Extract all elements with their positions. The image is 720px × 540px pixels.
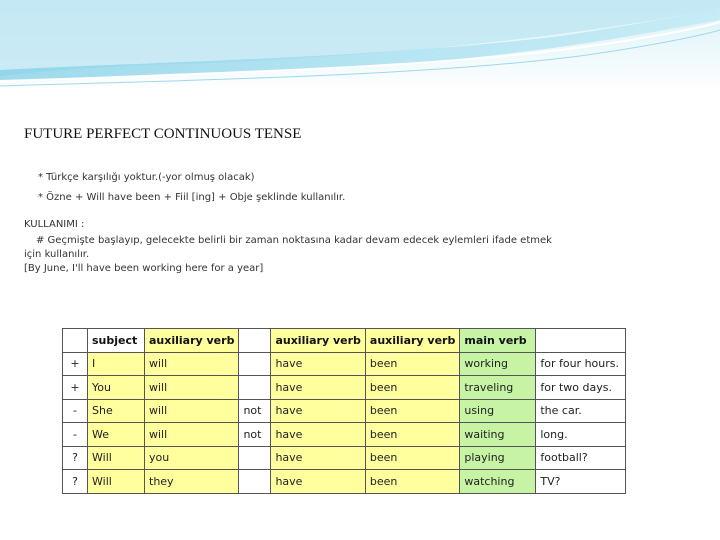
aux1-cell: will (145, 352, 239, 376)
aux3-cell: been (365, 376, 459, 400)
grammar-table (62, 328, 626, 494)
aux2-cell: have (271, 399, 365, 423)
usage-description-cont: için kullanılır. (24, 249, 90, 260)
neg-cell (239, 446, 271, 470)
aux1-cell: will (145, 376, 239, 400)
aux1-cell: will (145, 423, 239, 447)
header-cell-complement (536, 329, 626, 353)
header-cell-sign (63, 329, 88, 353)
aux1-cell: will (145, 399, 239, 423)
subject-cell: We (88, 423, 145, 447)
note-translation: * Türkçe karşılığı yoktur.(-yor olmuş olacak) (38, 172, 255, 183)
aux2-cell: have (271, 376, 365, 400)
complement-cell: long. (536, 423, 626, 447)
header-cell-aux3: auxiliary verb (365, 329, 459, 353)
complement-cell: for four hours. (536, 352, 626, 376)
complement-cell: TV? (536, 470, 626, 494)
aux3-cell: been (365, 352, 459, 376)
aux3-cell: been (365, 446, 459, 470)
usage-example: [By June, I'll have been working here for a year] (24, 263, 264, 274)
aux2-cell: have (271, 446, 365, 470)
aux1-cell: they (145, 470, 239, 494)
subject-cell: Will (88, 470, 145, 494)
aux3-cell: been (365, 399, 459, 423)
sign-cell: ? (63, 470, 88, 494)
neg-cell: not (239, 399, 271, 423)
table-row (63, 376, 626, 400)
sign-cell: - (63, 423, 88, 447)
header-cell-subject: subject (88, 329, 145, 353)
header-cell-main-verb: main verb (460, 329, 536, 353)
table-row (63, 423, 626, 447)
sign-cell: + (63, 352, 88, 376)
table-row (63, 399, 626, 423)
sign-cell: ? (63, 446, 88, 470)
main-verb-cell: working (460, 352, 536, 376)
main-verb-cell: traveling (460, 376, 536, 400)
subject-cell: You (88, 376, 145, 400)
aux2-cell: have (271, 470, 365, 494)
subject-cell: I (88, 352, 145, 376)
table-row (63, 470, 626, 494)
main-verb-cell: watching (460, 470, 536, 494)
main-verb-cell: playing (460, 446, 536, 470)
table-row (63, 352, 626, 376)
aux3-cell: been (365, 470, 459, 494)
table-row (63, 446, 626, 470)
neg-cell (239, 352, 271, 376)
aux3-cell: been (365, 423, 459, 447)
main-verb-cell: waiting (460, 423, 536, 447)
aux1-cell: you (145, 446, 239, 470)
neg-cell: not (239, 423, 271, 447)
usage-heading: KULLANIMI : (24, 219, 85, 230)
page-title: FUTURE PERFECT CONTINUOUS TENSE (24, 126, 302, 142)
neg-cell (239, 470, 271, 494)
sign-cell: - (63, 399, 88, 423)
complement-cell: for two days. (536, 376, 626, 400)
aux2-cell: have (271, 352, 365, 376)
header-banner (0, 0, 720, 92)
usage-description: # Geçmişte başlayıp, gelecekte belirli bir zaman noktasına kadar devam edecek eylemleri ifade etmek (36, 235, 552, 246)
aux2-cell: have (271, 423, 365, 447)
header-cell-neg (239, 329, 271, 353)
subject-cell: She (88, 399, 145, 423)
complement-cell: the car. (536, 399, 626, 423)
complement-cell: football? (536, 446, 626, 470)
sign-cell: + (63, 376, 88, 400)
main-verb-cell: using (460, 399, 536, 423)
header-cell-aux2: auxiliary verb (271, 329, 365, 353)
table-header-row (63, 329, 626, 353)
header-cell-aux1: auxiliary verb (145, 329, 239, 353)
neg-cell (239, 376, 271, 400)
subject-cell: Will (88, 446, 145, 470)
note-formula: * Özne + Will have been + Fiil [ing] + Obje şeklinde kullanılır. (38, 192, 346, 203)
